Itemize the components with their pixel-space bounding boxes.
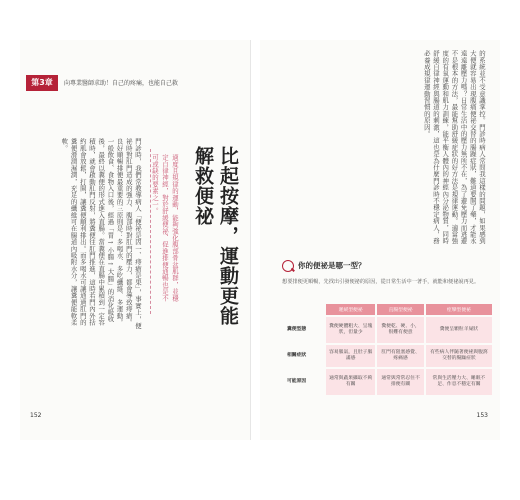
section-intro: 想要排便更順暢，先找出引發便祕的原因，從日常生活中一著手，就能和便祕說再見。 [282,279,480,285]
right-page [260,40,500,440]
table-row [284,369,492,395]
table-header-cell: 直腸型便祕 [377,304,424,315]
table-cell: 有些病人伴隨著便祕與腹瀉交替的腸躁症狀 [426,345,492,367]
row-label: 可能原因 [287,378,307,384]
magnifier-icon [282,260,294,272]
table-row [284,345,492,367]
subheading: 適度且規律的運動，能夠強化腹部骨盆肌群，並穩定自律神經，對於舒緩便祕、促進排便通暢也是不可或缺的要素之一。 [151,154,179,302]
table-row [284,317,492,343]
row-label: 糞便型態 [287,326,307,332]
right-body-text: 的系統並不受意識掌控。門診時病人常問我這樣的問題，如果感到大便就容易出現腹痛便祕交替的腸躁症狀，難道要開了藥，才能永遠遠離壓力嗎？日常生活中的壓力無所不在，為了避免壓力而逃避不是根本的方法，最能幫助舒緩症狀的好方法是規律運動。適當強度的有氧運動和肌力訓練，能平衡人體內的神經內分泌物質，同時舒緩自律神經與腸道的刺激，這也是為什麼門診時不穩定病人，務必養成規律運動習慣的原因。 [422,50,486,245]
section-heading: 比起按摩，運動更能解救便祕 [192,146,239,326]
table-header-cell: 遲緩型便祕 [326,304,375,315]
table-cell: 通常與蔬果攝取不夠有關 [326,369,375,395]
constipation-type-table [282,302,494,397]
left-page [20,40,251,440]
table-cell: 糞便硬體粗大、呈塊狀，但量少 [326,317,375,343]
table-cell: 糞便呈顆粒羊屎狀 [426,317,492,343]
table-header-row [284,304,492,315]
table-cell: 容易脹氣，且肚子脹滿感 [326,345,375,367]
chapter-tag: 第3章 [26,75,58,91]
table-cell: 糞便乾、硬、小，很難有便意 [377,317,424,343]
row-label: 相關症狀 [287,352,307,358]
chapter-title: 向專業醫師求助！自己的疼痛，也能自己救 [64,80,179,87]
page-number-left: 152 [30,412,42,419]
left-body-text: 門診時，我們常教導病人「便祕是因一、痔瘡是果」，事實上，便祕時對肛門造成的強力、腹部時對肛門的壓力，都會導致痔瘡。良好順暢排便最重要的三原則是：多喝水、多吃纖維、多運動。一般飲食、食物入口後，經過「胃→小腸→大腸」的消化吸收後，最終以糞便的形式進入直腸。當糞便在直腸中累積到一定容積時，就會啟動肛門反射，將糞便往肛門推進，這時若門內外括約肌會放鬆，打開，讓糞便順利排出。而多喝水可讓通過肛門的糞便滑潤濕潤，充足的纖維可在腸道內吸附水分，讓糞便能軟柔軟。 [60,138,142,330]
table-cell: 肛門有阻塞感覺、疼痛感 [377,345,424,367]
page-number-right: 153 [476,412,488,419]
table-header-cell [284,304,324,315]
section-title: 你的便祕是哪一型？ [298,261,366,270]
table-header-cell: 痙攣型便祕 [426,304,492,315]
table-cell: 常與生活壓力大、睡眠不足、作息不穩定有關 [426,369,492,395]
table-cell: 通常與常常忍住不排便有關 [377,369,424,395]
